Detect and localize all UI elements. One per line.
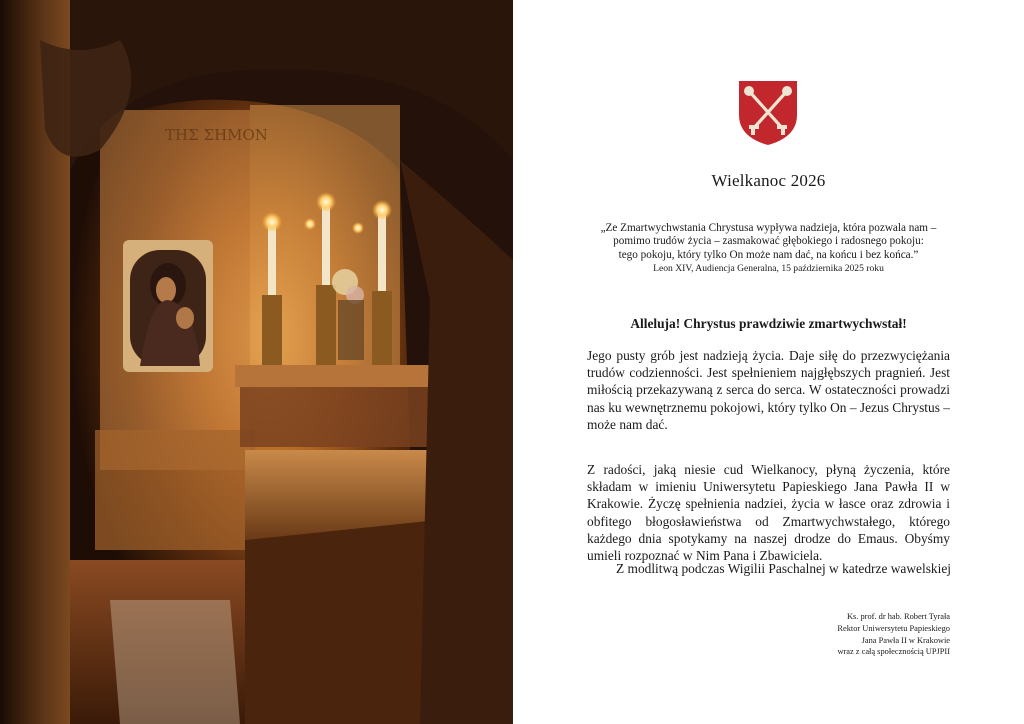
signature-line: wraz z całą społecznością UPJPII — [837, 647, 950, 657]
signature-line: Jana Pawła II w Krakowie — [861, 635, 950, 645]
virgin-icon — [123, 240, 213, 372]
signature-line: Ks. prof. dr hab. Robert Tyrała — [847, 612, 950, 621]
quote-source: Leon XIV, Audiencja Generalna, 15 października 2025 roku — [653, 263, 884, 275]
paragraph: Jego pusty grób jest nadzieją życia. Daje siłę do przezwyciężania trudów codzienności. Jest spełnieniem najgłębszych pragnień. Jest miłością przekazywaną z serca do serca. W ostateczności prowadzi nas ku wewnętrznemu pokojowi, który tylko On – Jezus Chrystus – może nam dać. — [587, 348, 950, 432]
quote-line: pomimo trudów życia – zasmakować głębokiego i radosnego pokoju: — [613, 235, 924, 248]
quote-line: tego pokoju, który tylko On może nam dać, na końcu i bez końca.” — [618, 248, 919, 261]
greeting-heading: Alleluja! Chrystus prawdziwie zmartwychwstał! — [630, 316, 907, 331]
page-title: Wielkanoc 2026 — [711, 171, 826, 190]
quote-line: „Ze Zmartwychwstania Chrystusa wypływa nadzieja, która pozwala nam – — [600, 222, 937, 234]
signature-line: Rektor Uniwersytetu Papieskiego — [837, 623, 950, 633]
crossed-keys-icon — [737, 79, 799, 147]
inscription: ΤΗΣ ΣΗΜΟΝ — [165, 126, 268, 144]
paragraph: Z radości, jaką niesie cud Wielkanocy, płyną życzenia, które składam w imieniu Uniwersytetu Papieskiego Jana Pawła II w Krakowie. Życzę spełnienia nadziei, życia w łasce oraz zdrowia i obfitego błogosławieństwa od Zmartwychwstałego, którego każdego dnia spotykamy na naszej drodze do Emaus. Obyśmy umieli rozpoznać w Nim Pana i Zbawiciela. — [587, 462, 950, 564]
letter-page — [513, 0, 1024, 724]
signature-block — [763, 611, 950, 658]
closing-line: Z modlitwą podczas Wigilii Paschalnej w katedrze wawelskiej — [616, 561, 951, 576]
quote-block — [553, 222, 984, 275]
